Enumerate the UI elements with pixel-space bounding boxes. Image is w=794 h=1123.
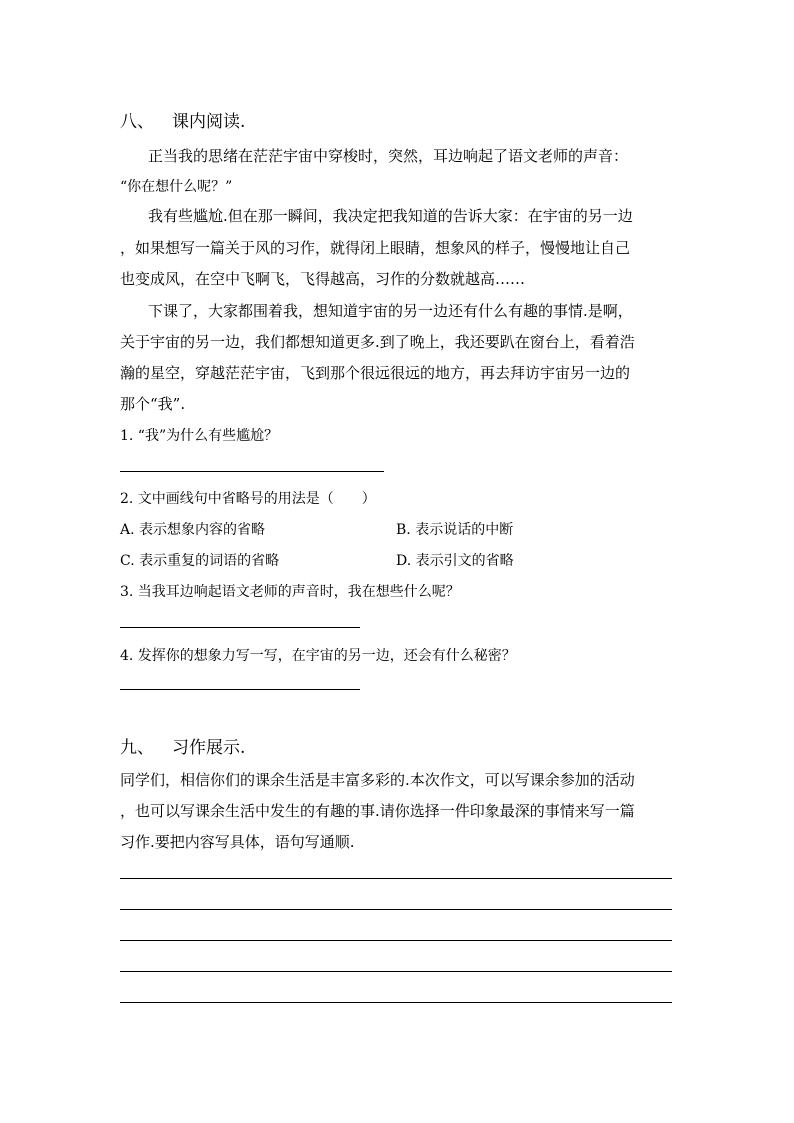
writing-line-1[interactable] [120,878,672,879]
passage-line-2: “你在想什么呢？” [120,179,233,195]
section-9-heading [120,733,245,758]
passage-line-5: 也变成风，在空中飞啊飞，飞得越高，习作的分数就越高…… [120,270,526,288]
prompt-line-1: 同学们，相信你们的课余生活是丰富多彩的.本次作文，可以写课余参加的活动 [120,771,635,789]
passage-line-7: 关于宇宙的另一边，我们都想知道更多.到了晚上，我还要趴在窗台上，看着浩 [120,333,635,351]
writing-line-5[interactable] [120,1002,672,1003]
question-1: 1. “我”为什么有些尴尬？ [120,428,279,444]
section-9-title: 习作展示. [172,738,246,758]
question-4: 4. 发挥你的想象力写一写，在宇宙的另一边，还会有什么秘密？ [120,648,516,664]
prompt-line-3: 习作.要把内容写具体，语句写通顺. [120,833,355,851]
passage-line-4: ，如果想写一篇关于风的习作，就得闭上眼睛，想象风的样子，慢慢地让自己 [120,239,631,257]
prompt-line-2: ，也可以写课余生活中发生的有趣的事.请你选择一件印象最深的事情来写一篇 [120,802,635,820]
option-d: D. 表示引文的省略 [396,553,514,569]
passage-line-3: 我有些尴尬.但在那一瞬间，我决定把我知道的告诉大家：在宇宙的另一边 [148,207,633,225]
writing-line-3[interactable] [120,940,672,941]
section-8-number: 八、 [120,112,154,132]
option-b: B. 表示说话的中断 [396,522,514,538]
section-8-title: 课内阅读. [172,112,246,132]
section-8-heading [120,107,245,132]
option-c: C. 表示重复的词语的省略 [120,553,280,569]
writing-line-4[interactable] [120,971,672,972]
question-3: 3. 当我耳边响起语文老师的声音时，我在想些什么呢？ [120,584,460,600]
answer-line-q1[interactable] [120,471,384,472]
question-2: 2. 文中画线句中省略号的用法是（ ） [120,491,376,507]
answer-line-q4[interactable] [120,689,360,690]
passage-line-9: 那个“我”. [120,395,186,413]
passage-line-8: 瀚的星空，穿越茫茫宇宙，飞到那个很远很远的地方，再去拜访宇宙另一边的 [120,364,631,382]
passage-line-1: 正当我的思绪在茫茫宇宙中穿梭时，突然，耳边响起了语文老师的声音： [148,147,629,165]
writing-line-2[interactable] [120,909,672,910]
passage-line-6: 下课了，大家都围着我，想知道宇宙的另一边还有什么有趣的事情.是啊， [148,302,633,320]
answer-line-q3[interactable] [120,627,360,628]
option-a: A. 表示想象内容的省略 [120,522,266,538]
section-9-number: 九、 [120,738,154,758]
